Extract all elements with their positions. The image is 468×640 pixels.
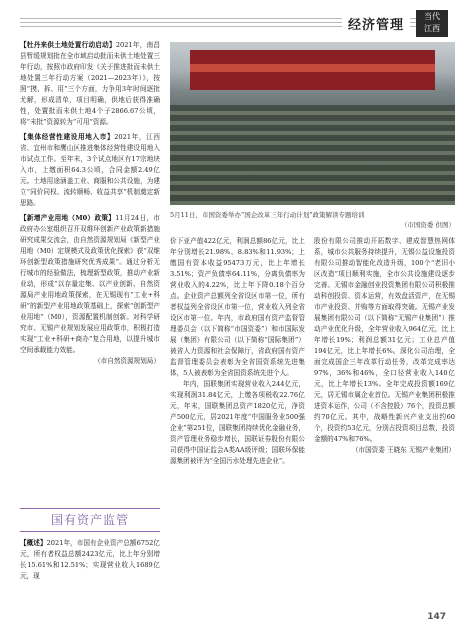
- source-credit: （市国资委 王晓东 无锡产业集团）: [351, 446, 455, 454]
- paragraph: [20, 538, 160, 582]
- caption-text: 5月11日，市国资委举办“国企改革三年行动计划”政策解读专题培训: [170, 211, 365, 219]
- conference-photo: [170, 42, 455, 205]
- paragraph-body: 年内，国联集团实现营业收入244亿元，实现利润31.84亿元，上缴各项税收22.76亿元，年末，国联集团总资产1820亿元，净资产500亿元，居2021年度“中国服务业500强企业”第251位，国联集团持续优化金融业务，资产管理业务稳步增长，国联证券股份有限公司获得中国证监会A类AA级评级；国联环保能源集团被评为“全国污水处理先进企业”。: [170, 380, 305, 465]
- paragraph-body: 股份有限公司推动开拓数字、建成智慧热网体系，城市公共服务持续提升，无锡公益设施投资有限公司推动智能化改造升级，100个“老旧小区改造”项目顺利实施，全市公共设施建设逐步完善。无锡市金融创业投资集团有限公司积极推动科创投资、资本运营，有效盘活资产，在无锡市产业投资、并购等方面取得突破。无锡产业发展集团有限公司（以下简称“无锡产业集团”）推动产业优化升级，全年营业收入964亿元，比上年增长19%；利润总额31亿元；工业总产值194亿元，比上年增长6%。深化公司治理，全面完成国企三年改革行动任务，改革完成率达97%，36%和46%，全口径营业收入140亿元，比上年增长13%。全年完成投资额169亿元，居无锡市属企业首位。无锡产业集团积极推进资本运作，公司（不含控股）76个，投资总额约70亿元。其中，战略性新兴产业支出约60个，投资约53亿元，分别占投资项目总数，投资金额的47%和76%。: [314, 237, 455, 443]
- photo-caption: [170, 210, 455, 230]
- paragraph-title: 【牡丹来供土地处置行动启动】: [20, 41, 116, 49]
- section-title: 经济管理: [342, 14, 410, 33]
- paragraph: [20, 132, 160, 209]
- paragraph-title: 【概述】: [20, 539, 47, 547]
- right-column: [314, 236, 455, 456]
- left-column-lower: [20, 538, 160, 582]
- paragraph: [20, 213, 160, 367]
- paragraph-title: 【集体经营性建设用地入市】: [20, 133, 115, 141]
- paragraph: [20, 40, 160, 128]
- paragraph-body: 2021年，南昌县暂缓规划批在全市域启动批而未供土地处置三年行动，按照市政府印发《关于推进批而未供土地处置三年行动方案（2021—2023年）》，按照“摸、拆、用”三个方面，力争用3年时间逐批尤解，形成清单，项目明确，供地后获得准确性，处置批而未供土地4个子2866.67公顷，将“未批”资源转为“可用”资源。: [20, 41, 161, 126]
- stage-backdrop: [190, 50, 435, 90]
- paragraph-body: 价下亚产值422亿元，利润总额86亿元，比上年分别增长21.98%、8.83%和11.93%；上缴国有资本收益95473万元，比上年增长3.51%；资产负债率64.11%，分离负债率为营业收入的4.22%，比上年下降0.18个百分点。企业资产总额列全省设区市第一位，所有者权益列全省设区市第一位，营业收入列全省设区市第一位。年内，市政府国有资产监督管理委员会（以下简称“市国资委”）和市国际发展（集团）有限公司（以下简称“国际集团”）被省人力资源和社会保障厅，省政府国有资产监督管理委员会表彰为全省国资系统先进集体，5人被表彰为全省国资系统先进个人。: [170, 237, 305, 377]
- paragraph-body: 2021年，市国有企业资产总额6752亿元，所有者权益总额2423亿元，比上年分别增长15.61%和12.51%；实现营业收入1689亿元，现: [20, 539, 161, 580]
- section-banner: 国有资产监管: [20, 508, 160, 532]
- audience-rows: [170, 105, 455, 205]
- paragraph-body: 11月24日，市政府办公室组织召开双维环创新产业政策新措施研究成果交流会，由自然资源规划局《新型产业用地（M0）定规模式及政策优化探索》获“双维环创新型政策措施研究优秀成果”。通过分析无行城市的经验做法，梳理新型政策，推动产业新业动，形成“以存量定集、以产业创新、自然资源局产业用地政策探索，在无锡现有“工业+科研”的新型产业用地政策基础上，探索“创新型产业用地”（M0），资源配置机制创新。对科学研究市、无锡产业规划发展应用政策市，积极打造实现“工业+科研+商办”复合用地，以提升城市空间承载能力效能。: [20, 214, 161, 354]
- middle-column: [170, 236, 305, 467]
- paragraph-title: 【新增产业用地（M0）政策】: [20, 214, 116, 222]
- caption-source: （市国资委 供图）: [400, 221, 455, 229]
- paragraph-body: 2021年，江西省、宜州市和鹰山区推进集体经营性建设用地入市试点工作。至年末，3个试点地区有17宗地块入市，上缴面积64.3公顷，合同金额2.49亿元。土地用途涵盖工业、商服和公共设施，为建立“同价同权、流转顺畅、收益共享”机制奠定新思路。: [20, 133, 161, 207]
- journal-logo: [416, 10, 448, 37]
- left-column: [20, 40, 160, 371]
- logo-line-2: 江西: [424, 24, 440, 33]
- logo-line-1: 当代: [424, 12, 440, 21]
- source-credit: （市自然资源规划局）: [94, 357, 160, 365]
- page-number: 147: [427, 612, 446, 622]
